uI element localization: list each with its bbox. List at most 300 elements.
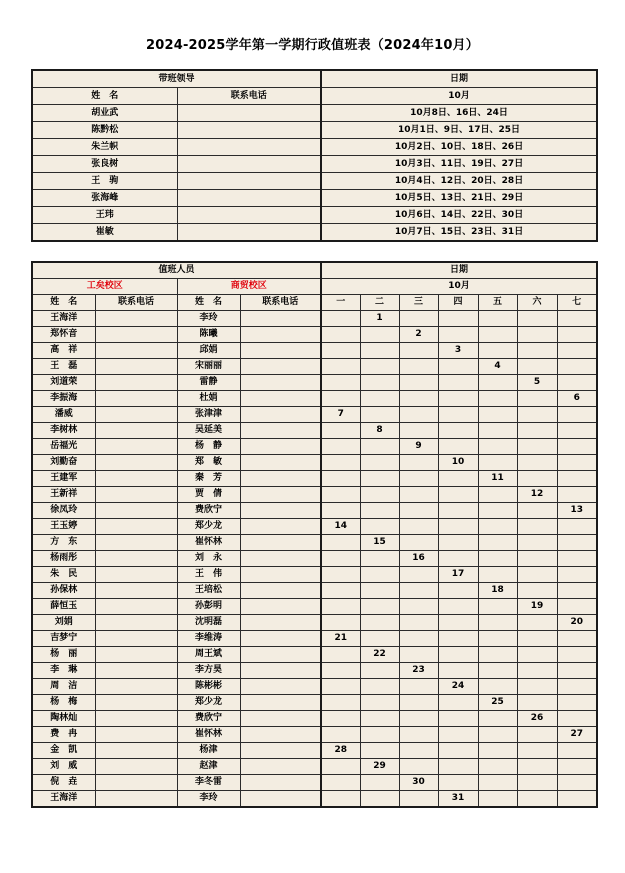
day-cell (399, 711, 438, 727)
day-cell: 5 (517, 375, 557, 391)
day-cell (360, 679, 399, 695)
staff-phone-b (240, 775, 321, 791)
staff-phone-a (95, 343, 177, 359)
weekday-header: 三 (399, 295, 438, 311)
day-cell (438, 759, 478, 775)
day-cell (478, 407, 517, 423)
day-cell (478, 791, 517, 808)
day-cell (557, 775, 597, 791)
day-cell (399, 679, 438, 695)
staff-phone-b (240, 599, 321, 615)
day-cell (557, 759, 597, 775)
staff-phone-b (240, 711, 321, 727)
staff-phone-a (95, 567, 177, 583)
staff-phone-b (240, 743, 321, 759)
day-cell (360, 743, 399, 759)
duty-row (32, 359, 597, 375)
duty-row (32, 327, 597, 343)
day-cell (438, 327, 478, 343)
leader-dates: 10月5日、13日、21日、29日 (321, 190, 597, 207)
day-cell (438, 599, 478, 615)
day-cell (438, 615, 478, 631)
staff-name-b: 费欣宁 (177, 503, 240, 519)
staff-phone-b (240, 487, 321, 503)
staff-phone-b (240, 759, 321, 775)
staff-name-b: 李冬雷 (177, 775, 240, 791)
day-cell (360, 791, 399, 808)
staff-phone-b (240, 439, 321, 455)
day-cell: 3 (438, 343, 478, 359)
duty-table (31, 261, 598, 808)
day-cell: 21 (321, 631, 360, 647)
staff-name-a: 刘勤奋 (32, 455, 95, 471)
duty-row (32, 615, 597, 631)
day-cell (557, 487, 597, 503)
staff-phone-a (95, 407, 177, 423)
leader-name: 张良树 (32, 156, 177, 173)
staff-phone-a (95, 647, 177, 663)
leader-dates: 10月7日、15日、23日、31日 (321, 224, 597, 242)
staff-name-a: 王 磊 (32, 359, 95, 375)
day-cell (360, 471, 399, 487)
day-cell (517, 535, 557, 551)
leader-name: 陈黔松 (32, 122, 177, 139)
day-cell (399, 567, 438, 583)
day-cell (557, 791, 597, 808)
duty-row (32, 375, 597, 391)
weekday-header: 七 (557, 295, 597, 311)
leader-dates: 10月8日、16日、24日 (321, 105, 597, 122)
day-cell: 4 (478, 359, 517, 375)
leader-dates: 10月3日、11日、19日、27日 (321, 156, 597, 173)
staff-name-b: 李方昊 (177, 663, 240, 679)
day-cell (360, 695, 399, 711)
day-cell (557, 519, 597, 535)
leader-name: 张海峰 (32, 190, 177, 207)
day-cell (438, 519, 478, 535)
staff-name-b: 郑 敏 (177, 455, 240, 471)
staff-name-b: 邱娟 (177, 343, 240, 359)
day-cell (438, 551, 478, 567)
duty-row (32, 343, 597, 359)
staff-name-a: 郑怀音 (32, 327, 95, 343)
day-cell (557, 535, 597, 551)
day-cell: 2 (399, 327, 438, 343)
day-cell (517, 615, 557, 631)
staff-phone-a (95, 663, 177, 679)
leader-header: 带班领导 (32, 70, 321, 88)
duty-row (32, 759, 597, 775)
day-cell (438, 311, 478, 327)
leader-name: 王 驹 (32, 173, 177, 190)
day-cell (321, 583, 360, 599)
day-cell (478, 743, 517, 759)
day-cell (360, 663, 399, 679)
leader-row (32, 105, 597, 122)
duty-header: 值班人员 (32, 262, 321, 279)
day-cell: 14 (321, 519, 360, 535)
staff-name-b: 杨津 (177, 743, 240, 759)
staff-phone-a (95, 551, 177, 567)
day-cell (399, 615, 438, 631)
col-phone-b: 联系电话 (240, 295, 321, 311)
leader-row (32, 139, 597, 156)
day-cell (321, 551, 360, 567)
day-cell (399, 455, 438, 471)
staff-phone-a (95, 727, 177, 743)
leader-phone (177, 207, 321, 224)
day-cell (360, 615, 399, 631)
weekday-header: 六 (517, 295, 557, 311)
day-cell (517, 503, 557, 519)
day-cell (399, 471, 438, 487)
day-cell (438, 663, 478, 679)
duty-row (32, 679, 597, 695)
col-name-b: 姓 名 (177, 295, 240, 311)
day-cell (438, 631, 478, 647)
day-cell (478, 711, 517, 727)
weekday-header: 四 (438, 295, 478, 311)
weekday-header: 一 (321, 295, 360, 311)
day-cell (399, 647, 438, 663)
leader-month: 10月 (321, 88, 597, 105)
duty-row (32, 711, 597, 727)
staff-name-a: 潘威 (32, 407, 95, 423)
day-cell: 22 (360, 647, 399, 663)
day-cell (557, 583, 597, 599)
staff-name-a: 李 琳 (32, 663, 95, 679)
day-cell (517, 647, 557, 663)
leader-row (32, 224, 597, 242)
day-cell (517, 519, 557, 535)
day-cell (517, 631, 557, 647)
staff-name-a: 徐凤玲 (32, 503, 95, 519)
staff-name-b: 郑少龙 (177, 695, 240, 711)
staff-phone-b (240, 455, 321, 471)
staff-name-b: 张津津 (177, 407, 240, 423)
duty-row (32, 743, 597, 759)
day-cell (557, 599, 597, 615)
day-cell (517, 727, 557, 743)
staff-name-b: 孙彭明 (177, 599, 240, 615)
day-cell (478, 391, 517, 407)
staff-name-b: 李玲 (177, 791, 240, 808)
staff-phone-b (240, 631, 321, 647)
day-cell (360, 551, 399, 567)
day-cell (321, 727, 360, 743)
day-cell (478, 631, 517, 647)
staff-name-a: 刘道荣 (32, 375, 95, 391)
staff-name-a: 杨 梅 (32, 695, 95, 711)
day-cell (360, 567, 399, 583)
day-cell (360, 359, 399, 375)
staff-name-b: 费欣宁 (177, 711, 240, 727)
staff-name-a: 王新祥 (32, 487, 95, 503)
day-cell (399, 487, 438, 503)
campus-b-label: 商贸校区 (177, 279, 321, 295)
day-cell (557, 423, 597, 439)
leader-phone (177, 156, 321, 173)
staff-name-b: 秦 芳 (177, 471, 240, 487)
staff-phone-a (95, 711, 177, 727)
duty-row (32, 791, 597, 808)
day-cell (399, 583, 438, 599)
staff-name-b: 宋丽丽 (177, 359, 240, 375)
day-cell (517, 567, 557, 583)
staff-phone-b (240, 583, 321, 599)
duty-row (32, 567, 597, 583)
day-cell (557, 407, 597, 423)
staff-phone-a (95, 775, 177, 791)
day-cell (557, 567, 597, 583)
day-cell (478, 455, 517, 471)
staff-phone-b (240, 727, 321, 743)
col-phone-a: 联系电话 (95, 295, 177, 311)
day-cell (321, 375, 360, 391)
staff-phone-a (95, 759, 177, 775)
day-cell (557, 695, 597, 711)
day-cell (478, 535, 517, 551)
staff-name-a: 岳福光 (32, 439, 95, 455)
staff-phone-a (95, 599, 177, 615)
day-cell (478, 679, 517, 695)
staff-name-b: 赵津 (177, 759, 240, 775)
day-cell (360, 631, 399, 647)
leader-name: 朱兰帜 (32, 139, 177, 156)
staff-name-b: 杨 静 (177, 439, 240, 455)
staff-phone-a (95, 695, 177, 711)
duty-row (32, 631, 597, 647)
leader-table (31, 69, 598, 242)
day-cell (438, 439, 478, 455)
day-cell (478, 423, 517, 439)
day-cell (321, 663, 360, 679)
leader-row (32, 122, 597, 139)
staff-name-b: 雷静 (177, 375, 240, 391)
leader-name: 胡业武 (32, 105, 177, 122)
staff-phone-a (95, 359, 177, 375)
day-cell (438, 359, 478, 375)
staff-phone-b (240, 695, 321, 711)
staff-name-b: 崔怀林 (177, 727, 240, 743)
day-cell (517, 791, 557, 808)
day-cell (438, 503, 478, 519)
day-cell: 26 (517, 711, 557, 727)
staff-name-b: 李维涛 (177, 631, 240, 647)
leader-phone (177, 139, 321, 156)
weekday-header: 五 (478, 295, 517, 311)
day-cell (557, 631, 597, 647)
day-cell (321, 599, 360, 615)
day-cell (360, 519, 399, 535)
day-cell (557, 663, 597, 679)
staff-name-a: 刘 威 (32, 759, 95, 775)
day-cell (438, 647, 478, 663)
day-cell: 29 (360, 759, 399, 775)
leader-phone (177, 224, 321, 242)
page-title: 2024-2025学年第一学期行政值班表（2024年10月） (145, 38, 480, 53)
day-cell (399, 727, 438, 743)
staff-phone-b (240, 535, 321, 551)
staff-name-a: 刘娟 (32, 615, 95, 631)
leader-name: 崔敏 (32, 224, 177, 242)
staff-name-a: 薛恒玉 (32, 599, 95, 615)
day-cell (438, 471, 478, 487)
day-cell (517, 775, 557, 791)
day-cell (321, 343, 360, 359)
staff-phone-b (240, 391, 321, 407)
duty-row (32, 583, 597, 599)
day-cell: 25 (478, 695, 517, 711)
day-cell: 18 (478, 583, 517, 599)
staff-name-a: 朱 民 (32, 567, 95, 583)
leader-col-name: 姓 名 (32, 88, 177, 105)
staff-name-a: 王海洋 (32, 311, 95, 327)
day-cell (399, 343, 438, 359)
duty-row (32, 599, 597, 615)
day-cell (399, 407, 438, 423)
staff-phone-b (240, 679, 321, 695)
staff-phone-b (240, 791, 321, 808)
duty-row (32, 439, 597, 455)
campus-a-label: 工矣校区 (32, 279, 177, 295)
day-cell (321, 711, 360, 727)
day-cell (399, 503, 438, 519)
day-cell (399, 599, 438, 615)
staff-phone-a (95, 743, 177, 759)
day-cell (557, 359, 597, 375)
staff-phone-b (240, 615, 321, 631)
leader-phone (177, 122, 321, 139)
staff-phone-b (240, 647, 321, 663)
staff-name-b: 贾 倩 (177, 487, 240, 503)
day-cell (517, 743, 557, 759)
staff-name-b: 王培松 (177, 583, 240, 599)
staff-name-b: 杜娟 (177, 391, 240, 407)
day-cell (321, 615, 360, 631)
staff-phone-a (95, 791, 177, 808)
staff-phone-a (95, 679, 177, 695)
staff-phone-a (95, 631, 177, 647)
day-cell (478, 663, 517, 679)
day-cell (478, 727, 517, 743)
day-cell (321, 503, 360, 519)
day-cell: 8 (360, 423, 399, 439)
leader-dates: 10月1日、9日、17日、25日 (321, 122, 597, 139)
day-cell (478, 439, 517, 455)
day-cell (517, 423, 557, 439)
staff-name-b: 沈明磊 (177, 615, 240, 631)
staff-name-a: 杨 丽 (32, 647, 95, 663)
duty-row (32, 535, 597, 551)
staff-name-a: 倪 垚 (32, 775, 95, 791)
day-cell (517, 551, 557, 567)
day-cell (438, 487, 478, 503)
staff-phone-a (95, 439, 177, 455)
duty-row (32, 311, 597, 327)
day-cell (517, 455, 557, 471)
day-cell (399, 535, 438, 551)
day-cell (321, 439, 360, 455)
staff-name-a: 李振海 (32, 391, 95, 407)
day-cell (438, 775, 478, 791)
leader-dates: 10月2日、10日、18日、26日 (321, 139, 597, 156)
day-cell: 24 (438, 679, 478, 695)
day-cell (557, 327, 597, 343)
day-cell (478, 519, 517, 535)
day-cell (517, 343, 557, 359)
leader-row (32, 156, 597, 173)
day-cell (517, 311, 557, 327)
staff-phone-b (240, 359, 321, 375)
day-cell (360, 711, 399, 727)
day-cell (517, 663, 557, 679)
staff-phone-b (240, 311, 321, 327)
day-cell: 1 (360, 311, 399, 327)
duty-row (32, 695, 597, 711)
staff-phone-a (95, 503, 177, 519)
day-cell (321, 359, 360, 375)
staff-phone-a (95, 487, 177, 503)
day-cell (399, 519, 438, 535)
day-cell (360, 503, 399, 519)
day-cell (399, 743, 438, 759)
day-cell (321, 647, 360, 663)
day-cell (478, 343, 517, 359)
day-cell (517, 407, 557, 423)
staff-phone-b (240, 551, 321, 567)
day-cell (321, 391, 360, 407)
staff-phone-a (95, 391, 177, 407)
day-cell (321, 487, 360, 503)
staff-phone-b (240, 471, 321, 487)
staff-name-b: 陈彬彬 (177, 679, 240, 695)
day-cell (360, 775, 399, 791)
duty-row (32, 503, 597, 519)
day-cell (438, 743, 478, 759)
staff-phone-a (95, 455, 177, 471)
day-cell (517, 695, 557, 711)
day-cell (321, 327, 360, 343)
day-cell (360, 343, 399, 359)
day-cell (557, 439, 597, 455)
day-cell (517, 359, 557, 375)
day-cell (517, 439, 557, 455)
staff-name-b: 郑少龙 (177, 519, 240, 535)
staff-phone-a (95, 583, 177, 599)
staff-phone-b (240, 375, 321, 391)
day-cell (438, 423, 478, 439)
day-cell (478, 647, 517, 663)
staff-name-b: 周王斌 (177, 647, 240, 663)
day-cell (360, 583, 399, 599)
day-cell (478, 775, 517, 791)
day-cell (321, 567, 360, 583)
day-cell (557, 647, 597, 663)
day-cell: 19 (517, 599, 557, 615)
day-cell (478, 599, 517, 615)
day-cell (321, 311, 360, 327)
staff-name-b: 李玲 (177, 311, 240, 327)
staff-name-a: 吉梦宁 (32, 631, 95, 647)
day-cell (478, 327, 517, 343)
col-name-a: 姓 名 (32, 295, 95, 311)
leader-phone (177, 190, 321, 207)
day-cell (478, 759, 517, 775)
day-cell (321, 775, 360, 791)
leader-dates: 10月4日、12日、20日、28日 (321, 173, 597, 190)
day-cell (399, 695, 438, 711)
